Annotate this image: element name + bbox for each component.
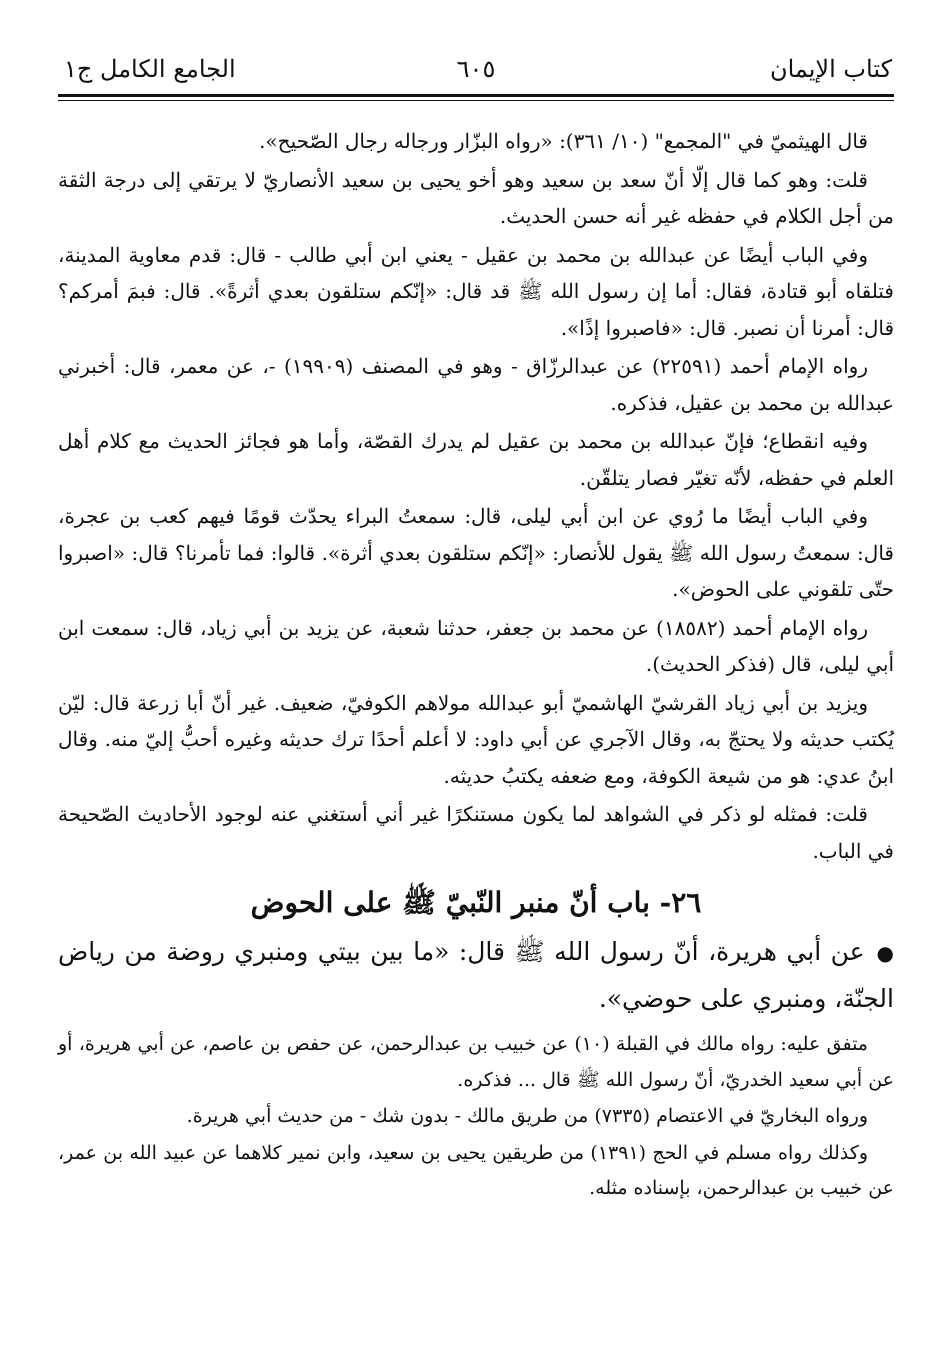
paragraph: وفي الباب أيضًا عن عبدالله بن محمد بن عقيل - يعني ابن أبي طالب - قال: قدم معاوية المدينة، فتلقاه أبو قتادة، فقال: أما إن رسول الله ﷺ قد قال: «إنّكم ستلقون بعدي أثرةً». قال: فبمَ أمركم؟ قال: أمرنا أن نصبر. قال: «فاصبروا إذًا». xyxy=(58,242,894,340)
paragraph: ويزيد بن أبي زياد القرشيّ الهاشميّ أبو عبدالله مولاهم الكوفيّ، ضعيف. غير أنّ أبا زرعة قال: ليّن يُكتب حديثه ولا يحتجّ به، وقال الآجري عن أبي داود: لا أعلم أحدًا ترك حديثه وغيره أحبُّ إليّ منه. وقال ابنُ عدي: هو من شيعة الكوفة، ومع ضعفه يكتبُ حديثه. xyxy=(58,690,894,788)
header-rule-thick xyxy=(58,94,894,97)
hadith-body: عن أبي هريرة، أنّ رسول الله ﷺ قال: «ما بين بيتي ومنبري روضة من رياض الجنّة، ومنبري على حوضي». xyxy=(58,937,894,1013)
work-title: الجامع الكامل ج١ xyxy=(64,55,236,83)
book-title: كتاب الإيمان xyxy=(769,55,892,83)
running-header xyxy=(58,48,894,90)
paragraph: وفيه انقطاع؛ فإنّ عبدالله بن محمد بن عقيل لم يدرك القصّة، وأما هو فجائز الحديث مع كلام أهل العلم في حفظه، لأنّه تغيّر فصار يتلقّن. xyxy=(58,429,894,490)
book-page xyxy=(58,48,894,1208)
paragraph: رواه الإمام أحمد (١٨٥٨٢) عن محمد بن جعفر، حدثنا شعبة، عن يزيد بن أبي زياد، قال: سمعت ابن أبي ليلى، قال (فذكر الحديث). xyxy=(58,615,894,676)
hadith-text xyxy=(58,929,894,1021)
page-number: ٦٠٥ xyxy=(456,55,496,83)
takhrij-section xyxy=(58,1027,894,1207)
takhrij-paragraph: ورواه البخاريّ في الاعتصام (٧٣٣٥) من طريق مالك - بدون شك - من حديث أبي هريرة. xyxy=(186,1105,868,1127)
paragraph: وفي الباب أيضًا ما رُوي عن ابن أبي ليلى، قال: سمعتُ البراء يحدّث قومًا فيهم كعب بن عجرة، قال: سمعتُ رسول الله ﷺ يقول للأنصار: «إنّكم ستلقون بعدي أثرة». قالوا: فما تأمرنا؟ قال: «اصبروا حتّى تلقوني على الحوض». xyxy=(58,504,894,601)
paragraph: قلت: وهو كما قال إلّا أنّ سعد بن سعيد وهو أخو يحيى بن سعيد الأنصاريّ لا يرتقي إلى درجة الثقة من أجل الكلام في حفظه غير أنه حسن الحديث. xyxy=(58,167,894,228)
commentary-body xyxy=(58,123,894,869)
takhrij-paragraph: وكذلك رواه مسلم في الحج (١٣٩١) من طريقين يحيى بن سعيد، وابن نمير كلاهما عن عبيد الله بن عمر، عن خبيب بن عبدالرحمن، بإسناده مثله. xyxy=(58,1141,894,1199)
header-rule-thin xyxy=(58,100,894,101)
takhrij-paragraph: متفق عليه: رواه مالك في القبلة (١٠) عن خبيب بن عبدالرحمن، عن حفص بن عاصم، عن أبي هريرة، أو عن أبي سعيد الخدريّ، أنّ رسول الله ﷺ قال ... فذكره. xyxy=(58,1033,894,1091)
chapter-heading: ٢٦- باب أنّ منبر النّبيّ ﷺ على الحوض xyxy=(250,886,702,919)
bullet-icon: ● xyxy=(876,941,894,965)
paragraph: قال الهيثميّ في "المجمع" (١٠/ ٣٦١): «رواه البزّار ورجاله رجال الصّحيح». xyxy=(259,129,868,153)
paragraph: رواه الإمام أحمد (٢٢٥٩١) عن عبدالرزّاق - وهو في المصنف (١٩٩٠٩) -، عن معمر، قال: أخبرني عبدالله بن محمد بن عقيل، فذكره. xyxy=(58,354,894,415)
paragraph: قلت: فمثله لو ذكر في الشواهد لما يكون مستنكرًا غير أني أستغني عنه لوجود الأحاديث الصّحيحة في الباب. xyxy=(58,802,894,863)
